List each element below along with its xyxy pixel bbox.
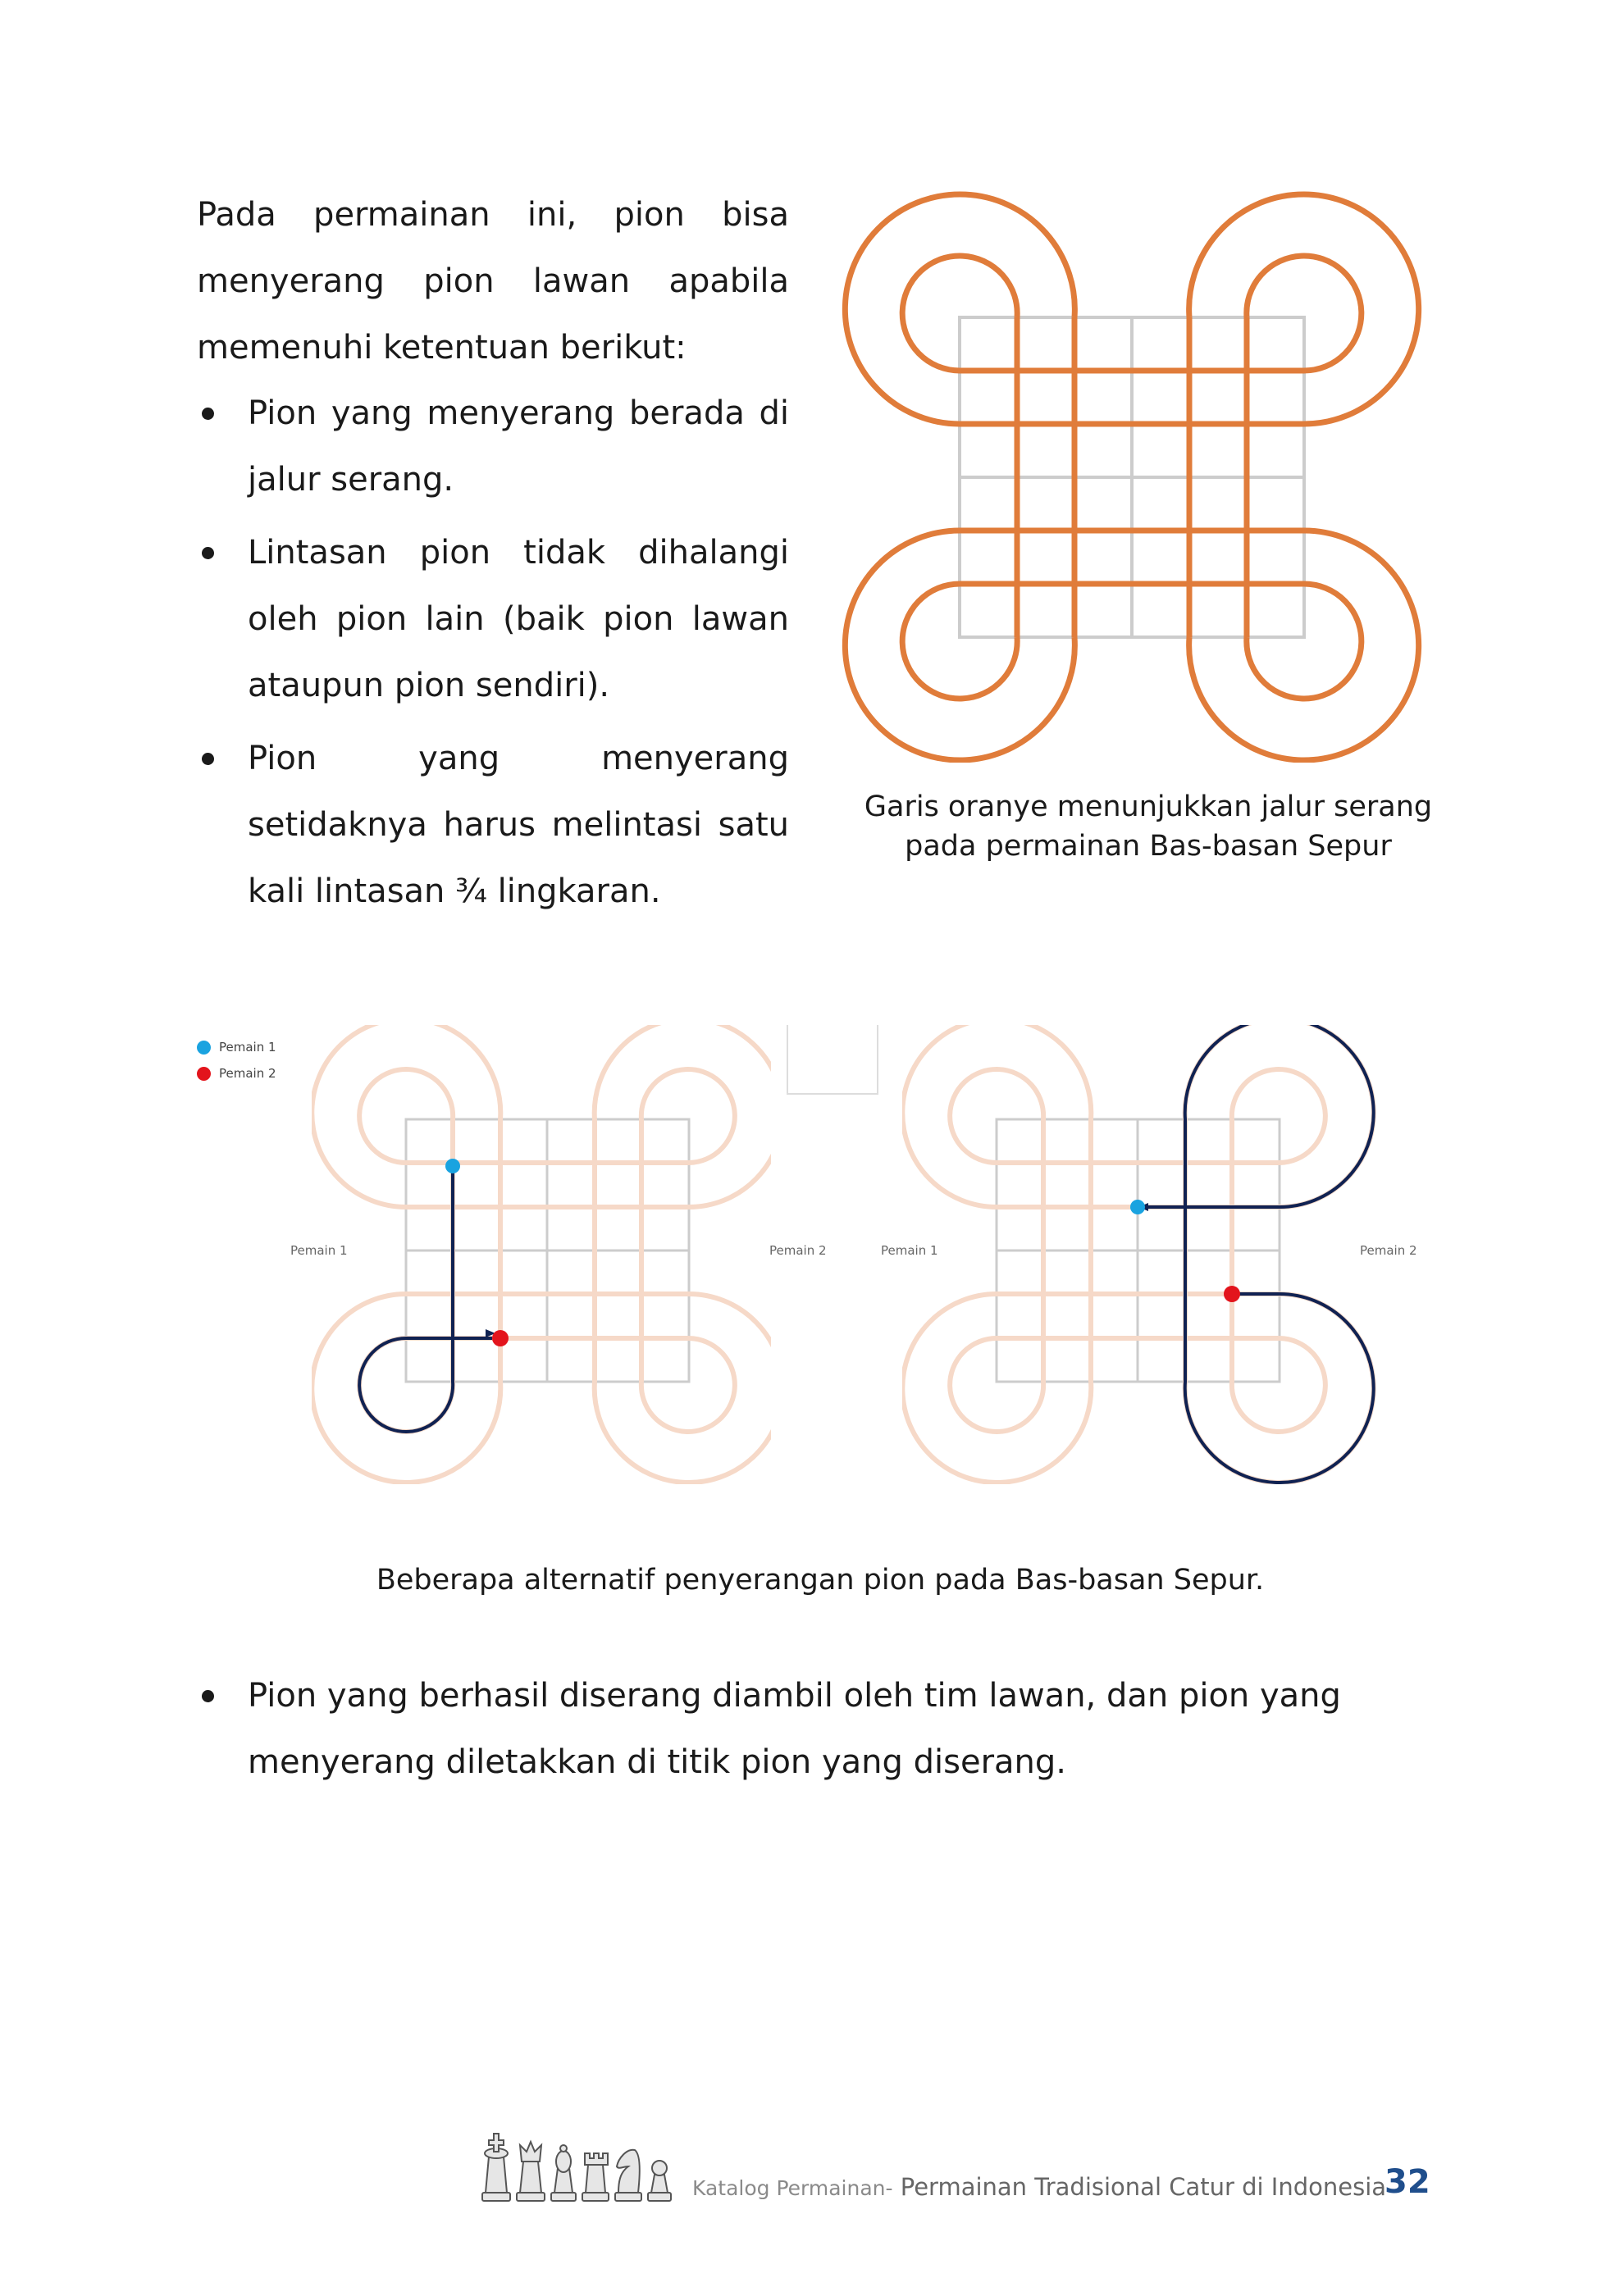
rule-item <box>197 726 789 925</box>
intro-line: memenuhi ketentuan berikut: <box>197 329 687 367</box>
rule-item <box>197 1663 1476 1796</box>
figure-caption: Garis oranye menunjukkan jalur serang pada permainan Bas-basan Sepur <box>864 790 1433 863</box>
board-label-right: Pemain 2 <box>769 1243 827 1258</box>
rule-text: Lintasan pion tidak dihalangi oleh pion lain (baik pion lawan ataupun pion sendiri). <box>248 534 789 704</box>
pemain-2-pawn <box>492 1330 509 1346</box>
board-grid <box>997 1119 1280 1382</box>
rule-item <box>197 520 789 719</box>
bullet-icon <box>202 408 214 420</box>
move-example-board-1 <box>312 1025 771 1484</box>
bullet-icon <box>202 547 214 559</box>
legend-pemain-1 <box>197 1040 276 1055</box>
legend-label: Pemain 1 <box>219 1040 276 1055</box>
board-grid <box>406 1119 689 1382</box>
board-grid <box>960 317 1304 637</box>
legend-pemain-2 <box>197 1066 276 1081</box>
rule-text: Pion yang menyerang berada di jalur serang. <box>248 394 789 499</box>
attack-path-diagram <box>837 189 1444 763</box>
red-dot-icon <box>197 1067 211 1081</box>
bishop-icon <box>551 2145 576 2201</box>
knight-icon <box>615 2150 641 2201</box>
move-path <box>1143 1025 1374 1483</box>
board-label-left: Pemain 1 <box>881 1243 938 1258</box>
rules-list <box>197 380 789 932</box>
board-label-left: Pemain 1 <box>290 1243 348 1258</box>
rules-list-continued <box>197 1663 1476 1796</box>
pawn-icon <box>648 2161 671 2201</box>
bullet-icon <box>202 753 214 765</box>
intro-paragraph <box>197 182 789 315</box>
rule-text: Pion yang berhasil diserang diambil oleh tim lawan, dan pion yang menyerang diletakkan di titik pion yang diserang. <box>248 1677 1341 1781</box>
pemain-1-pawn <box>445 1159 460 1173</box>
page-number: 32 <box>1385 2163 1430 2201</box>
attack-path-faded <box>312 1025 771 1483</box>
empty-box <box>786 1025 884 1099</box>
queen-icon <box>517 2142 545 2201</box>
legend-label: Pemain 2 <box>219 1066 276 1081</box>
blue-dot-icon <box>197 1041 211 1055</box>
intro-line: Pada permainan ini, pion bisa <box>197 196 789 234</box>
bullet-icon <box>202 1690 214 1702</box>
king-icon <box>482 2134 510 2201</box>
rook-icon <box>582 2153 609 2201</box>
pemain-2-pawn <box>1224 1286 1240 1302</box>
rule-item <box>197 380 789 513</box>
intro-line: menyerang pion lawan apabila <box>197 262 789 300</box>
figure-caption: Beberapa alternatif penyerangan pion pada Bas-basan Sepur. <box>376 1564 1265 1597</box>
chess-pieces-icon <box>477 2124 682 2206</box>
board-label-right: Pemain 2 <box>1360 1243 1417 1258</box>
pemain-1-pawn <box>1130 1200 1145 1214</box>
rule-text: Pion yang menyerang setidaknya harus melintasi satu kali lintasan ¾ lingkaran. <box>248 740 789 910</box>
move-example-board-2 <box>902 1025 1394 1484</box>
footer-book-title: Permainan Tradisional Catur di Indonesia <box>892 2173 1387 2201</box>
footer-title <box>692 2173 1387 2201</box>
footer-prefix: Katalog Permainan- <box>692 2176 893 2200</box>
